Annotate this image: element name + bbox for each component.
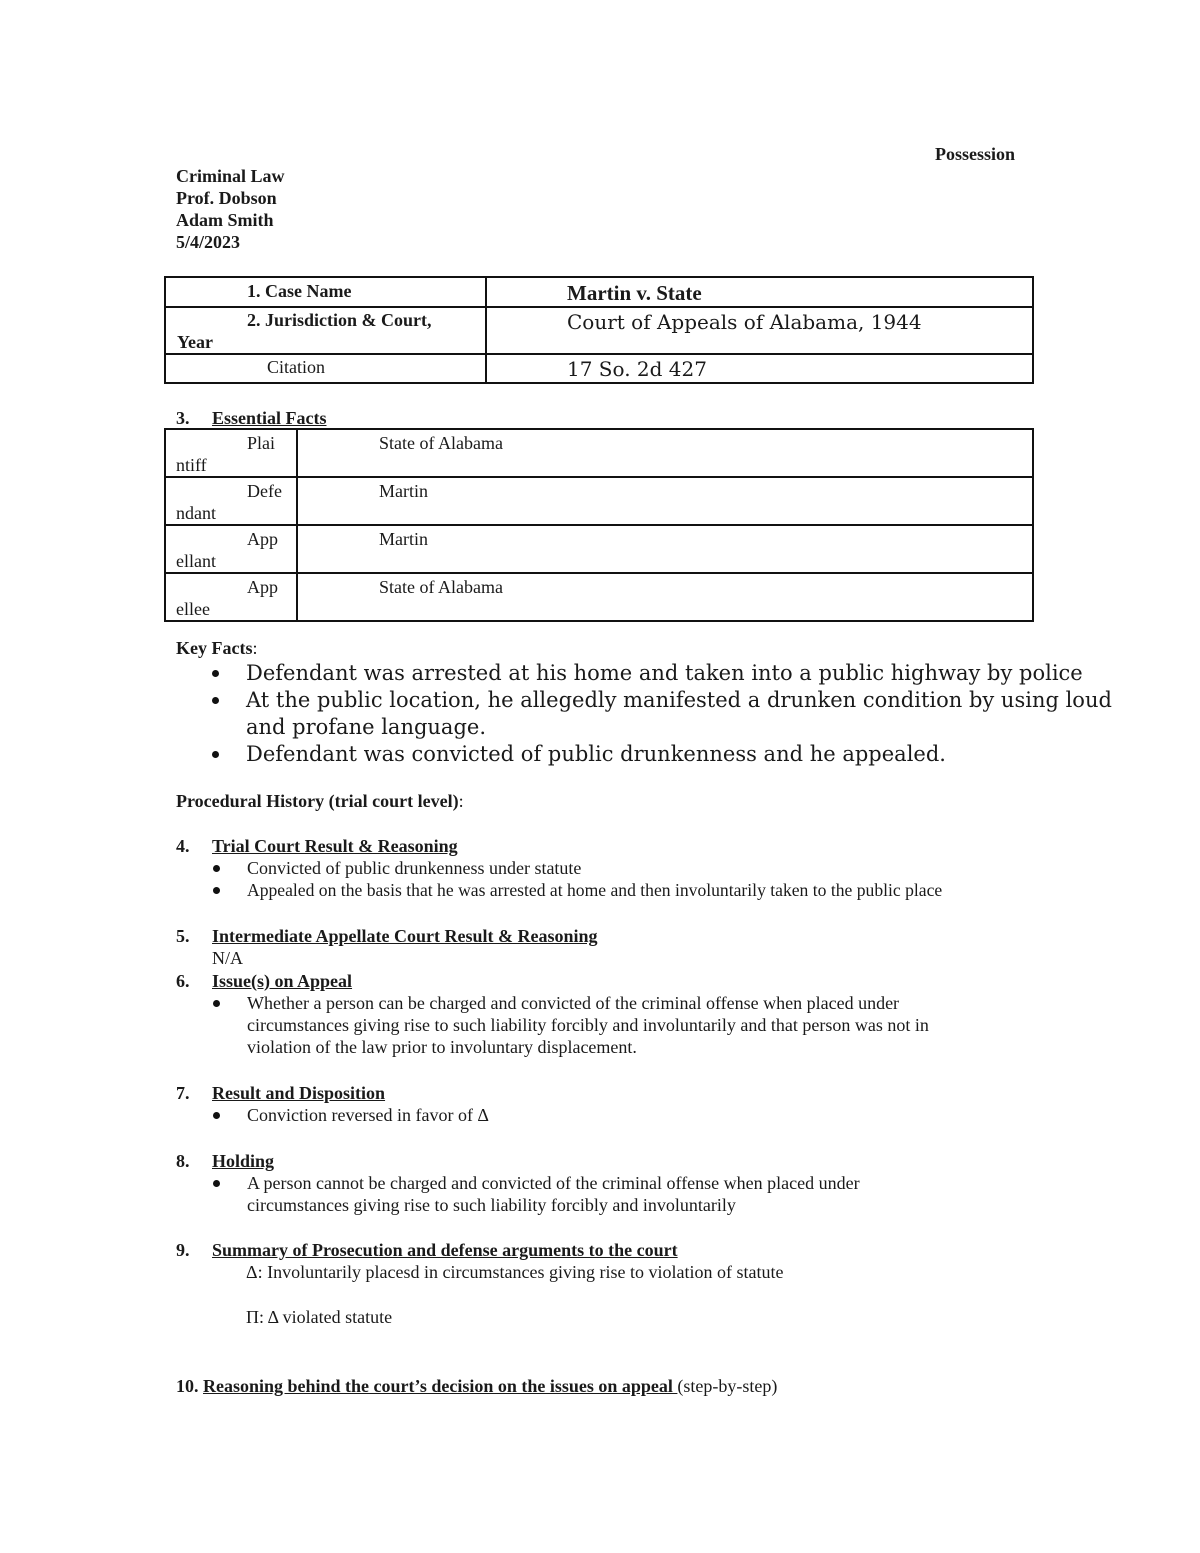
section-title: Essential Facts — [212, 408, 327, 428]
jurisdiction-row — [165, 307, 1033, 354]
party-label-b: ndant — [176, 503, 216, 523]
item-text: Whether a person can be charged and convicted of the criminal offense when placed under — [247, 993, 900, 1013]
jurisdiction-value: Court of Appeals of Alabama, 1944 — [567, 310, 922, 334]
list-item-continuation — [212, 1194, 1112, 1216]
case-name-label: 1. Case Name — [247, 281, 352, 301]
section-title: Holding — [212, 1151, 275, 1171]
section-number: 10. — [176, 1376, 199, 1396]
bullet-icon — [212, 751, 219, 758]
bullet-icon — [213, 865, 220, 872]
party-row — [165, 477, 1033, 525]
party-value: State of Alabama — [379, 577, 503, 597]
party-label-a: App — [247, 577, 278, 597]
section-8-heading — [176, 1150, 274, 1172]
key-fact-text: Defendant was arrested at his home and taken into a public highway by police — [246, 661, 1083, 685]
professor-name: Prof. Dobson — [176, 188, 277, 208]
section-number: 9. — [176, 1240, 190, 1260]
section-suffix: (step-by-step) — [677, 1376, 778, 1396]
list-item — [212, 992, 1112, 1014]
section-title: Issue(s) on Appeal — [212, 971, 353, 991]
party-value: State of Alabama — [379, 433, 503, 453]
year-label: Year — [177, 332, 213, 352]
bullet-icon — [213, 1000, 220, 1007]
item-text: circumstances giving rise to such liability forcibly and involuntarily — [247, 1195, 736, 1215]
item-text: violation of the law prior to involuntary displacement. — [247, 1037, 637, 1057]
key-fact-text: Defendant was convicted of public drunkenness and he appealed. — [246, 742, 946, 766]
party-label-b: ntiff — [176, 455, 207, 475]
key-fact-text: and profane language. — [246, 715, 487, 739]
citation-row — [165, 354, 1033, 383]
section-6-list — [212, 992, 1112, 1058]
party-label-a: Defe — [247, 481, 282, 501]
topic-label: Possession — [935, 144, 1016, 164]
case-info-table — [164, 276, 1034, 384]
header-block — [176, 165, 285, 253]
bullet-icon — [212, 697, 219, 704]
party-value: Martin — [379, 529, 428, 549]
procedural-history-heading — [176, 790, 464, 812]
section-title: Result and Disposition — [212, 1083, 386, 1103]
item-text: A person cannot be charged and convicted of the criminal offense when placed under — [247, 1173, 860, 1193]
essential-facts-table — [164, 428, 1034, 622]
jurisdiction-label: 2. Jurisdiction & Court, — [247, 310, 432, 330]
date: 5/4/2023 — [176, 232, 241, 252]
section-6-heading — [176, 970, 352, 992]
party-label-b: ellant — [176, 551, 216, 571]
party-value: Martin — [379, 481, 428, 501]
key-facts-heading — [176, 637, 258, 659]
section-number: 4. — [176, 836, 190, 856]
list-item-continuation — [212, 1036, 1112, 1058]
section-4-heading — [176, 835, 458, 857]
item-text: circumstances giving rise to such liability forcibly and involuntarily and that person was not in — [247, 1015, 929, 1035]
section-10-heading — [176, 1375, 777, 1397]
section-number: 5. — [176, 926, 190, 946]
prosecution-argument: Π: Δ violated statute — [246, 1307, 393, 1327]
section-5-heading — [176, 925, 597, 947]
list-item — [212, 1172, 1112, 1194]
bullet-icon — [213, 1112, 220, 1119]
bullet-icon — [212, 670, 219, 677]
section-7-heading — [176, 1082, 385, 1104]
course-name: Criminal Law — [176, 166, 285, 186]
section-title: Reasoning behind the court’s decision on the issues on appeal — [203, 1376, 678, 1396]
party-label-a: Plai — [247, 433, 276, 453]
item-text: Appealed on the basis that he was arrested at home and then involuntarily taken to the public place — [247, 880, 943, 900]
procedural-history-title: Procedural History (trial court level) — [176, 791, 459, 811]
section-number: 7. — [176, 1083, 190, 1103]
section-4-list — [212, 857, 1112, 901]
bullet-icon — [213, 887, 220, 894]
citation-value: 17 So. 2d 427 — [567, 357, 707, 381]
section-title: Intermediate Appellate Court Result & Reasoning — [212, 926, 598, 946]
defense-argument: Δ: Involuntarily placesd in circumstances giving rise to violation of statute — [246, 1262, 784, 1282]
party-row — [165, 525, 1033, 573]
key-facts-title: Key Facts — [176, 638, 253, 658]
section-7-list — [212, 1104, 1112, 1126]
list-item — [212, 857, 1112, 879]
item-text: Conviction reversed in favor of Δ — [247, 1105, 490, 1125]
party-label-a: App — [247, 529, 278, 549]
item-text: Convicted of public drunkenness under statute — [247, 858, 582, 878]
section-number: 8. — [176, 1151, 190, 1171]
party-row — [165, 429, 1033, 477]
section-title: Summary of Prosecution and defense arguments to the court — [212, 1240, 678, 1260]
party-label-b: ellee — [176, 599, 210, 619]
list-item — [212, 879, 1112, 901]
citation-label: Citation — [267, 357, 325, 377]
key-fact-text: At the public location, he allegedly manifested a drunken condition by using loud — [246, 688, 1112, 712]
bullet-icon — [213, 1180, 220, 1187]
procedural-history-colon: : — [458, 791, 464, 811]
key-facts-colon: : — [252, 638, 258, 658]
section-5-text: N/A — [212, 948, 243, 968]
case-name-row — [165, 277, 1033, 307]
list-item — [212, 1104, 1112, 1126]
essential-facts-heading — [176, 407, 327, 429]
section-number: 6. — [176, 971, 190, 991]
student-name: Adam Smith — [176, 210, 274, 230]
section-title: Trial Court Result & Reasoning — [212, 836, 458, 856]
list-item-continuation — [212, 1014, 1112, 1036]
section-number: 3. — [176, 408, 190, 428]
section-8-list — [212, 1172, 1112, 1216]
section-9-heading — [176, 1239, 678, 1261]
party-row — [165, 573, 1033, 621]
case-name-value: Martin v. State — [567, 281, 702, 305]
